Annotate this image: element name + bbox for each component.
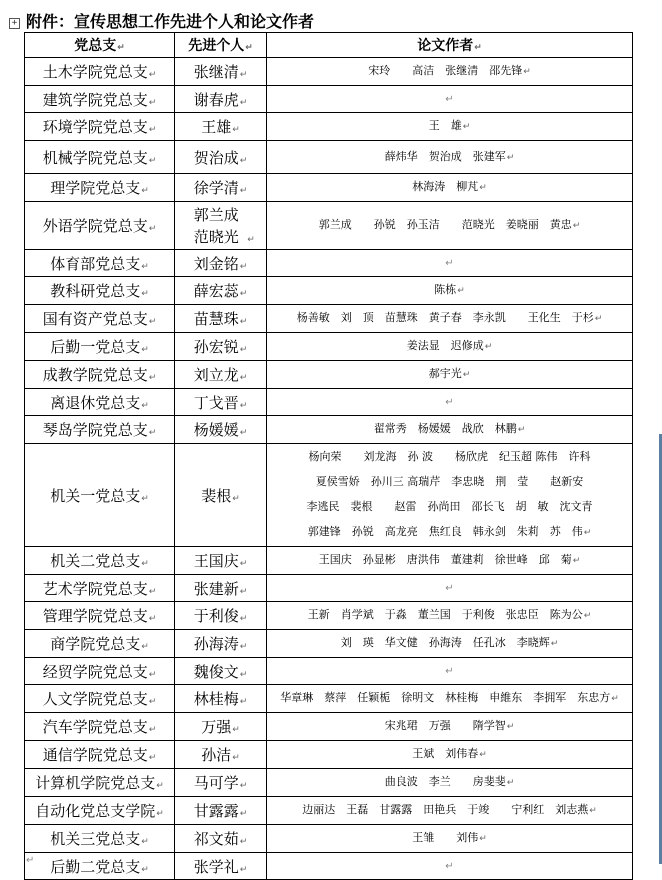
paragraph-mark: ↵ (239, 809, 248, 819)
branch-name: 通信学院党总支 (42, 746, 148, 764)
table-row (25, 853, 633, 880)
author-line (267, 494, 632, 519)
author-names: 边丽达 王磊 甘露露 田艳兵 于竣 宁利红 刘志燕 (302, 803, 589, 816)
authors-cell (267, 141, 633, 174)
author-names: 宋玲 高洁 张继清 邵先锋 (368, 64, 523, 77)
paragraph-mark: ↵ (141, 400, 149, 411)
authors-cell (267, 333, 633, 361)
authors-cell (267, 444, 633, 547)
paragraph-mark: ↵ (523, 67, 531, 77)
author-line (267, 174, 632, 201)
author-line (267, 416, 632, 443)
person-cell (175, 250, 267, 277)
table-row (25, 202, 633, 250)
table-row (25, 389, 633, 416)
paragraph-mark: ↵ (156, 809, 164, 819)
branch-cell (25, 389, 175, 416)
table-row (25, 58, 633, 86)
branch-name: 机关三党总支 (50, 830, 141, 848)
branch-cell (25, 333, 175, 361)
author-names: 华章琳 蔡萍 任颖栀 徐明文 林桂梅 申維东 李拥军 东忠方 (280, 691, 611, 704)
branch-name: 机关二党总支 (50, 552, 141, 570)
person-cell (175, 305, 267, 333)
paragraph-mark: ↵ (479, 183, 487, 193)
branch-cell (25, 86, 175, 113)
table-row (25, 416, 633, 444)
author-line (267, 444, 632, 469)
person-name: 薛宏蕊 (193, 282, 239, 300)
person-name: 甘露露 (193, 802, 239, 820)
paragraph-mark: ↵ (506, 722, 515, 732)
author-line (267, 58, 632, 85)
paragraph-mark: ↵ (239, 345, 248, 355)
person-name: 王国庆 (193, 552, 239, 570)
branch-cell (25, 713, 175, 741)
person-name: 马可学 (193, 774, 239, 792)
table-row (25, 658, 633, 685)
paragraph-mark: ↵ (445, 94, 454, 105)
table-row (25, 277, 633, 305)
table-row (25, 741, 633, 769)
paragraph-mark: ↵ (239, 428, 248, 438)
paragraph-mark: ↵ (479, 750, 487, 760)
table-row (25, 174, 633, 202)
person-name: 刘立龙 (193, 366, 239, 384)
branch-name: 自动化党总支学院 (35, 802, 156, 820)
paragraph-mark: ↵ (141, 864, 149, 875)
person-cell (175, 685, 267, 713)
authors-cell (267, 250, 633, 277)
paragraph-mark: ↵ (239, 864, 248, 875)
person-name: 张学礼 (193, 857, 239, 876)
paragraph-mark: ↵ (232, 725, 240, 735)
branch-cell (25, 630, 175, 658)
author-line (267, 361, 632, 388)
branch-name: 环境学院党总支 (42, 118, 148, 136)
branch-name: 计算机学院党总支 (35, 774, 156, 792)
table-row (25, 575, 633, 602)
paragraph-mark: ↵ (141, 837, 149, 847)
person-cell (175, 361, 267, 389)
branch-cell (25, 853, 175, 880)
table-row (25, 361, 633, 389)
branch-cell (25, 113, 175, 141)
paragraph-mark: ↵ (239, 614, 248, 624)
author-names: 翟常秀 杨媛媛 战欣 林鹏 (373, 422, 517, 435)
person-cell (175, 547, 267, 575)
person-cell (175, 202, 267, 250)
branch-name: 管理学院党总支 (42, 607, 148, 625)
paragraph-mark: ↵ (148, 155, 157, 166)
paragraph-mark: ↵ (148, 373, 157, 383)
author-names: 郝宇光 (428, 367, 462, 380)
branch-cell (25, 658, 175, 685)
author-line (267, 305, 632, 332)
author-line (267, 519, 632, 546)
paragraph-mark: ↵ (239, 155, 248, 166)
author-line (267, 469, 632, 494)
branch-name: 建筑学院党总支 (42, 90, 148, 109)
paragraph-mark: ↵ (479, 834, 487, 844)
paragraph-mark: ↵ (445, 666, 454, 677)
paragraph-mark: ↵ (239, 373, 248, 383)
person-name: 于利俊 (193, 607, 239, 625)
paragraph-mark: ↵ (517, 425, 526, 435)
person-cell (175, 853, 267, 880)
branch-cell (25, 769, 175, 797)
author-line (267, 685, 632, 712)
branch-cell (25, 58, 175, 86)
authors-cell (267, 174, 633, 202)
table-row (25, 630, 633, 658)
person-cell (175, 575, 267, 602)
paragraph-mark: ↵ (457, 286, 465, 296)
authors-cell (267, 741, 633, 769)
author-names: 姜法显 迟修成 (406, 339, 484, 352)
table-row (25, 602, 633, 630)
person-cell (175, 389, 267, 416)
paragraph-mark: ↵ (148, 70, 157, 80)
paragraph-mark: ↵ (141, 261, 149, 272)
branch-name: 离退休党总支 (50, 393, 141, 412)
paragraph-mark: ↵ (239, 400, 248, 411)
branch-cell (25, 141, 175, 174)
table-move-handle-icon[interactable]: + (9, 18, 20, 29)
person-name: 林桂梅 (193, 690, 239, 708)
table-header-row (25, 33, 633, 58)
paragraph-mark: ↵ (506, 152, 515, 163)
author-line (267, 630, 632, 657)
paragraph-mark: ↵ (239, 70, 248, 80)
authors-cell (267, 389, 633, 416)
table-row (25, 797, 633, 825)
paragraph-mark: ↵ (239, 642, 248, 652)
person-cell (175, 141, 267, 174)
authors-cell (267, 685, 633, 713)
person-name: 裴根 (201, 486, 232, 505)
authors-cell (267, 630, 633, 658)
table-row (25, 547, 633, 575)
author-names: 郭建锋 孙锐 高龙亮 焦红良 韩永剑 朱莉 苏 伟 (307, 525, 583, 538)
author-names: 刘 瑛 华文健 孙海涛 任孔冰 李晓辉 (340, 636, 550, 649)
branch-name: 经贸学院党总支 (42, 662, 148, 681)
person-cell (175, 333, 267, 361)
author-names: 王国庆 孙显彬 唐洪伟 董建莉 徐世峰 邱 菊 (318, 553, 572, 566)
paragraph-mark: ↵ (239, 289, 248, 299)
paragraph-mark: ↵ (239, 186, 248, 196)
branch-cell (25, 685, 175, 713)
paragraph-mark: ↵ (583, 528, 592, 538)
authors-cell (267, 853, 633, 880)
author-line (267, 144, 632, 171)
branch-name: 商学院党总支 (50, 635, 141, 653)
paragraph-mark: ↵ (156, 781, 164, 791)
person-name: 孙洁 (201, 746, 232, 764)
table-row (25, 444, 633, 547)
table-row (25, 685, 633, 713)
person-name: 祁文茹 (193, 830, 239, 848)
person-cell (175, 86, 267, 113)
person-name: 郭兰成 范晓光 (193, 205, 239, 246)
branch-name: 琴岛学院党总支 (42, 421, 148, 439)
branch-cell (25, 825, 175, 853)
authors-cell (267, 769, 633, 797)
author-names: 杨向荣 刘龙海 孙 波 杨欣虎 纪玉超 陈伟 许科 (308, 450, 591, 463)
author-names: 曲良波 李兰 房斐斐 (384, 775, 506, 788)
author-names: 杨善敏 刘 顶 苗慧珠 黄子春 李永凯 王化生 于杉 (296, 311, 594, 324)
author-names: 王斌 刘伟春 (412, 747, 479, 760)
person-cell (175, 174, 267, 202)
table-row (25, 141, 633, 174)
author-line (267, 741, 632, 768)
author-names: 郭兰成 孙锐 孙玉洁 范晓光 姜晓丽 黄忠 (318, 218, 572, 231)
branch-name: 土木学院党总支 (42, 63, 148, 81)
paragraph-mark: ↵ (239, 669, 248, 680)
paragraph-mark: ↵ (583, 611, 592, 621)
person-name: 贺治成 (193, 148, 239, 167)
authors-cell (267, 86, 633, 113)
paragraph-mark: ↵ (148, 125, 157, 135)
author-names: 王新 肖学斌 于淼 董兰国 于利俊 张忠臣 陈为公 (307, 608, 583, 621)
person-name: 王雄 (201, 118, 232, 136)
branch-name: 艺术学院党总支 (42, 579, 148, 598)
paragraph-mark: ↵ (550, 639, 559, 649)
authors-cell (267, 305, 633, 333)
person-cell (175, 113, 267, 141)
author-line (267, 333, 632, 360)
paragraph-mark: ↵ (148, 669, 157, 680)
author-names: 薛炜华 贺治成 张建军 (384, 149, 506, 163)
authors-cell (267, 713, 633, 741)
person-cell (175, 602, 267, 630)
paragraph-mark: ↵ (445, 583, 454, 594)
paragraph-mark: ↵ (506, 778, 515, 788)
person-cell (175, 444, 267, 547)
authors-cell (267, 113, 633, 141)
person-cell (175, 630, 267, 658)
person-name: 刘金铭 (193, 254, 239, 273)
branch-name: 汽车学院党总支 (42, 718, 148, 736)
paragraph-mark: ↵ (484, 342, 493, 352)
author-names: 王 雄 (428, 119, 462, 132)
table-row (25, 825, 633, 853)
table-row (25, 305, 633, 333)
authors-cell (267, 797, 633, 825)
paragraph-mark: ↵ (232, 753, 240, 763)
branch-name: 理学院党总支 (50, 179, 141, 197)
table-row (25, 250, 633, 277)
table-row (25, 769, 633, 797)
person-cell (175, 713, 267, 741)
person-name: 孙海涛 (193, 635, 239, 653)
authors-cell (267, 416, 633, 444)
branch-cell (25, 277, 175, 305)
paragraph-mark: ↵ (572, 221, 581, 231)
branch-cell (25, 174, 175, 202)
authors-cell (267, 602, 633, 630)
paragraph-mark: ↵ (148, 317, 157, 327)
paragraph-mark: ↵ (239, 261, 248, 272)
awards-table (24, 32, 633, 880)
paragraph-mark: ↵ (239, 317, 248, 327)
header-authors: 论文作者↵ (267, 33, 633, 58)
paragraph-mark: ↵ (239, 781, 248, 791)
author-line (267, 277, 632, 304)
paragraph-mark: ↵ (148, 586, 157, 597)
branch-cell (25, 741, 175, 769)
author-line (267, 797, 632, 824)
table-row (25, 333, 633, 361)
paragraph-mark: ↵ (239, 586, 248, 597)
branch-name: 成教学院党总支 (42, 366, 148, 384)
author-names: 夏侯雪娇 孙川三 高瑞芹 李忠晓 荆 莹 赵新安 (315, 475, 584, 488)
author-names: 宋兆珺 万强 隋学智 (384, 719, 506, 732)
paragraph-mark: ↵ (232, 125, 240, 135)
person-name: 孙宏锐 (193, 338, 239, 356)
person-name: 谢春虎 (193, 90, 239, 109)
document-title: 附件：宣传思想工作先进个人和论文作者 (26, 12, 315, 31)
branch-cell (25, 797, 175, 825)
branch-name: 教科研党总支 (50, 282, 141, 300)
table-row (25, 713, 633, 741)
branch-name: 体育部党总支 (50, 254, 141, 273)
person-cell (175, 769, 267, 797)
table-body (25, 58, 633, 880)
branch-cell (25, 250, 175, 277)
paragraph-mark: ↵ (462, 370, 471, 380)
paragraph-mark: ↵ (594, 314, 603, 324)
authors-cell (267, 547, 633, 575)
paragraph-mark: ↵ (148, 224, 157, 234)
branch-cell (25, 361, 175, 389)
authors-cell (267, 825, 633, 853)
branch-cell (25, 575, 175, 602)
author-names: 李逃民 裴根 赵雷 孙尚田 邵长飞 胡 敏 沈文青 (306, 500, 593, 513)
header-person: 先进个人↵ (175, 33, 267, 58)
paragraph-mark: ↵ (148, 428, 157, 438)
authors-cell (267, 361, 633, 389)
authors-cell (267, 575, 633, 602)
paragraph-mark: ↵ (141, 559, 149, 569)
paragraph-mark: ↵ (239, 97, 248, 108)
paragraph-mark: ↵ (148, 614, 157, 624)
author-line (267, 769, 632, 796)
person-cell (175, 58, 267, 86)
person-cell (175, 741, 267, 769)
person-name: 万强 (201, 718, 232, 736)
paragraph-mark: ↵ (148, 725, 157, 735)
author-names: 林海涛 柳芃 (412, 180, 479, 193)
authors-cell (267, 202, 633, 250)
paragraph-mark: ↵ (141, 345, 149, 355)
authors-cell (267, 58, 633, 86)
authors-cell (267, 658, 633, 685)
paragraph-mark: ↵ (247, 234, 255, 245)
branch-name: 国有资产党总支 (42, 310, 148, 328)
person-name: 魏俊文 (193, 662, 239, 681)
person-cell (175, 658, 267, 685)
paragraph-mark: ↵ (445, 258, 454, 269)
branch-name: 后勤二党总支 (50, 857, 141, 876)
authors-cell (267, 277, 633, 305)
branch-cell (25, 444, 175, 547)
header-branch: 党总支↵ (25, 33, 175, 58)
person-name: 苗慧珠 (193, 310, 239, 328)
paragraph-mark: ↵ (148, 753, 157, 763)
paragraph-mark: ↵ (239, 837, 248, 847)
paragraph-mark: ↵ (148, 697, 157, 707)
paragraph-mark: ↵ (232, 493, 240, 504)
branch-cell (25, 602, 175, 630)
person-name: 张建新 (193, 579, 239, 598)
paragraph-mark: ↵ (572, 556, 581, 566)
paragraph-mark: ↵ (141, 289, 149, 299)
paragraph-mark: ↵ (445, 397, 454, 408)
author-line (267, 212, 632, 239)
end-paragraph-mark: ↵ (26, 855, 35, 866)
person-name: 丁戈晋 (193, 393, 239, 412)
table-row (25, 86, 633, 113)
paragraph-mark: ↵ (148, 97, 157, 108)
branch-name: 机关一党总支 (50, 486, 141, 505)
branch-name: 机械学院党总支 (42, 148, 148, 167)
branch-name: 人文学院党总支 (42, 690, 148, 708)
paragraph-mark: ↵ (589, 806, 597, 816)
author-names: 王雏 刘伟 (412, 831, 479, 844)
branch-name: 后勤一党总支 (50, 338, 141, 356)
person-cell (175, 416, 267, 444)
paragraph-mark: ↵ (239, 697, 248, 707)
branch-cell (25, 416, 175, 444)
paragraph-mark: ↵ (445, 861, 454, 872)
author-line (267, 825, 632, 852)
author-line (267, 602, 632, 629)
person-name: 杨媛媛 (193, 421, 239, 439)
branch-cell (25, 547, 175, 575)
author-names: 陈栋 (434, 283, 457, 296)
person-cell (175, 277, 267, 305)
author-line (267, 547, 632, 574)
author-line (267, 113, 632, 140)
person-name: 徐学清 (193, 179, 239, 197)
paragraph-mark: ↵ (141, 186, 149, 196)
paragraph-mark: ↵ (141, 642, 149, 652)
paragraph-mark: ↵ (239, 559, 248, 569)
person-name: 张继清 (193, 63, 239, 81)
branch-cell (25, 202, 175, 250)
paragraph-mark: ↵ (141, 493, 149, 504)
branch-cell (25, 305, 175, 333)
paragraph-mark: ↵ (611, 694, 619, 704)
paragraph-mark: ↵ (462, 122, 471, 132)
table-row (25, 113, 633, 141)
person-cell (175, 797, 267, 825)
author-line (267, 713, 632, 740)
branch-name: 外语学院党总支 (42, 217, 148, 235)
person-cell (175, 825, 267, 853)
